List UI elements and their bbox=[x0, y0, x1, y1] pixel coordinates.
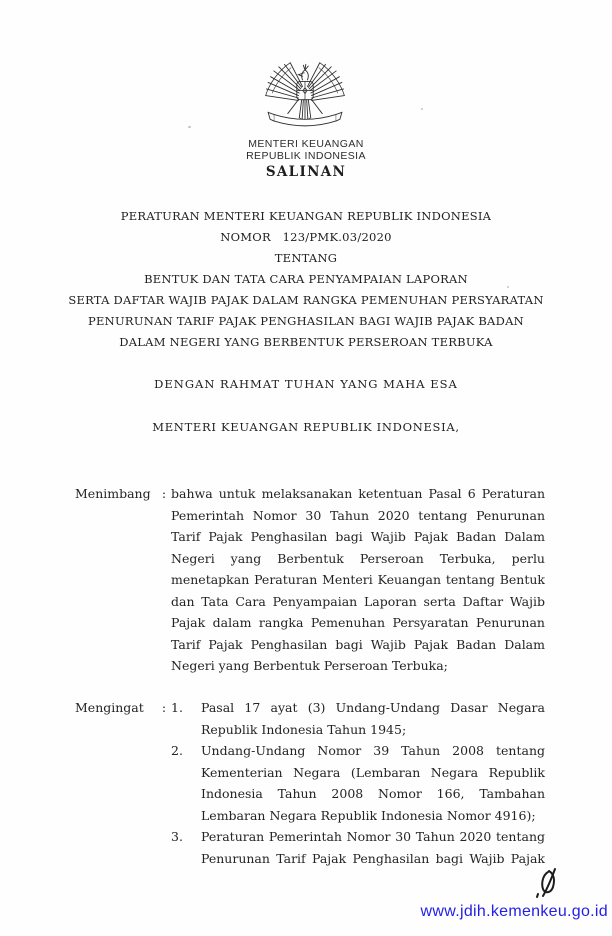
considerations-label: Menimbang bbox=[75, 486, 151, 501]
legal-basis-section bbox=[75, 697, 545, 869]
legal-basis-item-number: 2. bbox=[171, 743, 183, 758]
emblem-tail bbox=[299, 100, 310, 121]
legal-basis-item-number: 3. bbox=[171, 829, 183, 844]
garuda-pancasila-emblem-icon bbox=[264, 61, 346, 135]
scan-speck bbox=[421, 108, 423, 110]
legal-basis-colon: : bbox=[161, 700, 167, 715]
legal-basis-item-text: Pasal 17 ayat (3) Undang-Undang Dasar Negara Republik Indonesia Tahun 1945; bbox=[201, 700, 545, 737]
copy-stamp-label: SALINAN bbox=[265, 164, 347, 180]
paraf-svg bbox=[534, 867, 560, 901]
legal-basis-item bbox=[171, 697, 545, 740]
garuda-emblem-svg bbox=[264, 61, 346, 135]
title-line-number: NOMOR 123/PMK.03/2020 bbox=[220, 230, 392, 244]
considerations-colon: : bbox=[161, 486, 167, 501]
authority-line: MENTERI KEUANGAN REPUBLIK INDONESIA, bbox=[152, 420, 460, 434]
title-line-regulation: PERATURAN MENTERI KEUANGAN REPUBLIK INDONESIA bbox=[120, 209, 492, 223]
title-line-subject-1: BENTUK DAN TATA CARA PENYAMPAIAN LAPORAN bbox=[144, 272, 468, 286]
emblem-head bbox=[303, 64, 308, 70]
invocation-line: DENGAN RAHMAT TUHAN YANG MAHA ESA bbox=[154, 377, 458, 391]
ministry-name-line1: MENTERI KEUANGAN bbox=[248, 138, 364, 150]
title-line-subject-2: SERTA DAFTAR WAJIB PAJAK DALAM RANGKA PEMENUHAN PERSYARATAN bbox=[68, 293, 544, 307]
legal-basis-item-number: 1. bbox=[171, 700, 183, 715]
legal-basis-list bbox=[171, 697, 545, 869]
handwritten-paraf-mark-icon bbox=[534, 867, 560, 901]
legal-basis-label: Mengingat bbox=[75, 700, 144, 715]
title-line-subject-4: DALAM NEGERI YANG BERBENTUK PERSEROAN TERBUKA bbox=[119, 335, 493, 349]
considerations-paragraph: bahwa untuk melaksanakan ketentuan Pasal 6 Peraturan Pemerintah Nomor 30 Tahun 2020 tentang Penurunan Tarif Pajak Penghasilan bagi Wajib Pajak Badan Dalam Negeri yang Berbentuk Perseroan Terbuka, perlu menetapkan Peraturan Menteri Keuangan tentang Bentuk dan Tata Cara Penyampaian Laporan serta Daftar Wajib Pajak dalam rangka Pemenuhan Persyaratan Penurunan Tarif Pajak Penghasilan bagi Wajib Pajak Badan Dalam Negeri yang Berbentuk Perseroan Terbuka; bbox=[171, 486, 545, 673]
jdih-website-link[interactable]: www.jdih.kemenkeu.go.id bbox=[420, 903, 608, 920]
scan-speck bbox=[188, 126, 191, 128]
legal-basis-item-text: Peraturan Pemerintah Nomor 30 Tahun 2020 tentang Penurunan Tarif Pajak Penghasilan bagi Wajib Pajak bbox=[201, 829, 545, 866]
legal-basis-item-text: Undang-Undang Nomor 39 Tahun 2008 tentang Kementerian Negara (Lembaran Negara Republik Indonesia Tahun 2008 Nomor 166, Tambahan Lembaran Negara Republik Indonesia Nomor 4916); bbox=[201, 743, 545, 823]
title-line-subject-3: PENURUNAN TARIF PAJAK PENGHASILAN BAGI WAJIB PAJAK BADAN bbox=[88, 314, 524, 328]
legal-basis-item bbox=[171, 740, 545, 826]
title-line-tentang: TENTANG bbox=[274, 251, 338, 265]
regulation-title-block bbox=[0, 206, 612, 353]
scan-speck bbox=[507, 286, 509, 288]
legal-basis-item bbox=[171, 826, 545, 869]
considerations-section bbox=[75, 483, 545, 677]
ministry-name-line2: REPUBLIK INDONESIA bbox=[246, 150, 366, 162]
